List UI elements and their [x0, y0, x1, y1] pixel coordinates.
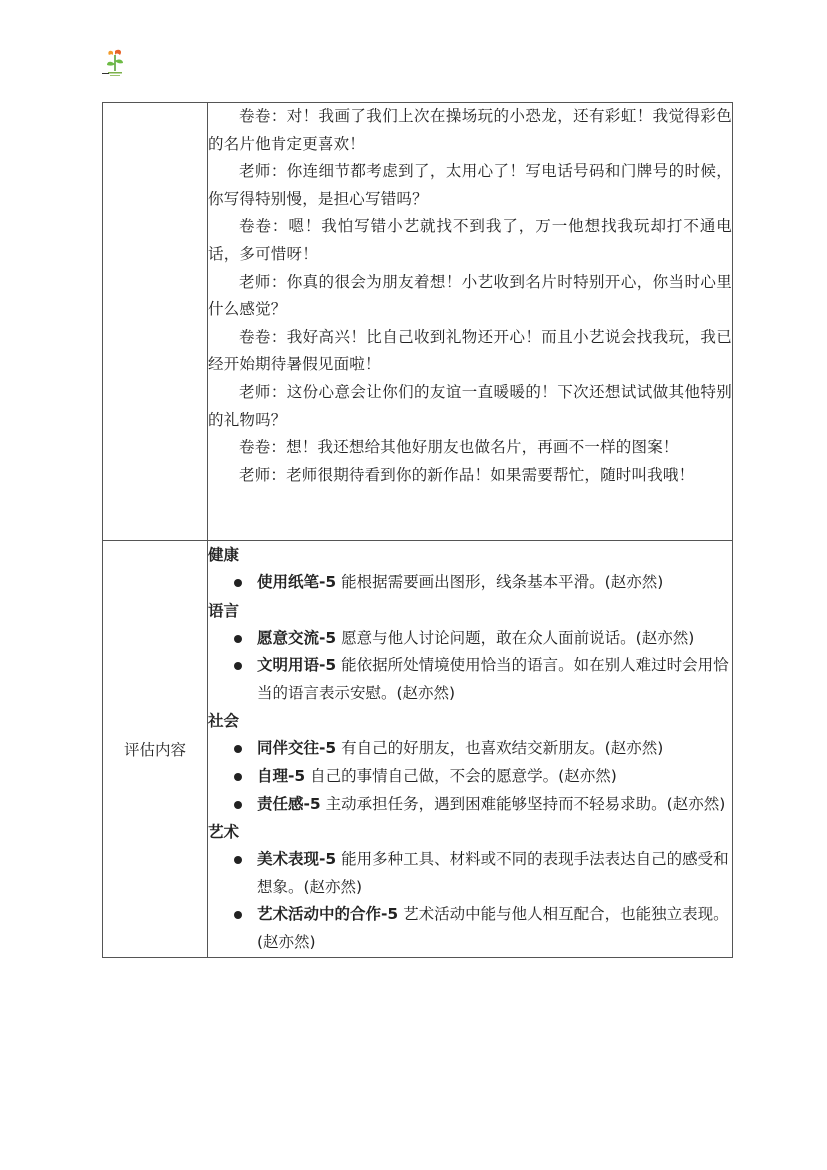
bullet-icon: [234, 773, 242, 781]
evaluation-row: [103, 541, 733, 958]
dialogue-line: 老师：这份心意会让你们的友谊一直暖暖的！下次还想试试做其他特别的礼物吗？: [208, 382, 732, 429]
bullet-icon: [234, 911, 242, 919]
item-desc: 主动承担任务，遇到困难能够坚持而不轻易求助。(赵亦然): [320, 794, 726, 813]
evaluation-item: [208, 791, 732, 819]
item-desc: 能用多种工具、材料或不同的表现手法表达自己的感受和想象。(赵亦然): [257, 850, 729, 896]
dialogue-line: 卷卷：对！我画了我们上次在操场玩的小恐龙，还有彩虹！我觉得彩色的名片他肯定更喜欢！: [208, 107, 732, 153]
evaluation-item: [208, 846, 732, 901]
item-desc: 愿意与他人讨论问题，敢在众人面前说话。(赵亦然): [336, 628, 695, 647]
evaluation-item: [208, 652, 732, 707]
dialogue-row: [103, 103, 733, 541]
dialogue-line: 卷卷：我好高兴！比自己收到礼物还开心！而且小艺说会找我玩，我已经开始期待暑假见面啦！: [208, 327, 732, 374]
evaluation-item: [208, 625, 732, 653]
item-name: 同伴交往-5: [257, 739, 337, 758]
evaluation-item: [208, 901, 732, 956]
bullet-icon: [234, 662, 242, 670]
evaluation-item: [208, 569, 732, 597]
bullet-icon: [234, 801, 242, 809]
empty-label-cell: [103, 103, 208, 541]
category-title: 艺术: [208, 823, 240, 842]
dialogue-line: 老师：老师很期待看到你的新作品！如果需要帮忙，随时叫我哦！: [239, 465, 695, 484]
evaluation-item: [208, 735, 732, 763]
item-name: 责任感-5: [257, 794, 321, 813]
bullet-icon: [234, 856, 242, 864]
evaluation-label: 评估内容: [103, 541, 208, 958]
category-title: 语言: [208, 601, 240, 620]
record-table: [102, 102, 733, 958]
category-title: 社会: [208, 712, 240, 731]
dialogue-line: 老师：你连细节都考虑到了，太用心了！写电话号码和门牌号的时候，你写得特别慢，是担心写错吗？: [208, 162, 732, 208]
bullet-icon: [234, 745, 242, 753]
header-mark: [102, 73, 109, 74]
item-desc: 有自己的好朋友，也喜欢结交新朋友。(赵亦然): [336, 739, 664, 758]
item-desc: 艺术活动中能与他人相互配合，也能独立表现。(赵亦然): [257, 905, 729, 951]
bullet-icon: [234, 579, 242, 587]
item-name: 愿意交流-5: [257, 628, 337, 647]
item-name: 文明用语-5: [257, 656, 337, 675]
dialogue-line: 卷卷：嗯！我怕写错小艺就找不到我了，万一他想找我玩却打不通电话，多可惜呀！: [208, 217, 732, 263]
dialogue-line: 卷卷：想！我还想给其他好朋友也做名片，再画不一样的图案！: [239, 438, 679, 457]
category-title: 健康: [208, 546, 240, 564]
evaluation-cell: [208, 541, 733, 958]
item-desc: 能根据需要画出图形，线条基本平滑。(赵亦然): [336, 573, 664, 591]
item-name: 使用纸笔-5: [257, 573, 337, 591]
item-name: 美术表现-5: [257, 850, 337, 869]
bullet-icon: [234, 635, 242, 643]
item-name: 艺术活动中的合作-5: [257, 905, 399, 924]
item-desc: 能依据所处情境使用恰当的语言。如在别人难过时会用恰当的语言表示安慰。(赵亦然): [257, 656, 729, 702]
item-desc: 自己的事情自己做，不会的愿意学。(赵亦然): [305, 766, 617, 785]
item-name: 自理-5: [257, 766, 306, 785]
dialogue-line: 老师：你真的很会为朋友着想！小艺收到名片时特别开心，你当时心里什么感觉？: [208, 272, 732, 319]
dialogue-cell: [208, 103, 733, 541]
evaluation-item: [208, 763, 732, 791]
